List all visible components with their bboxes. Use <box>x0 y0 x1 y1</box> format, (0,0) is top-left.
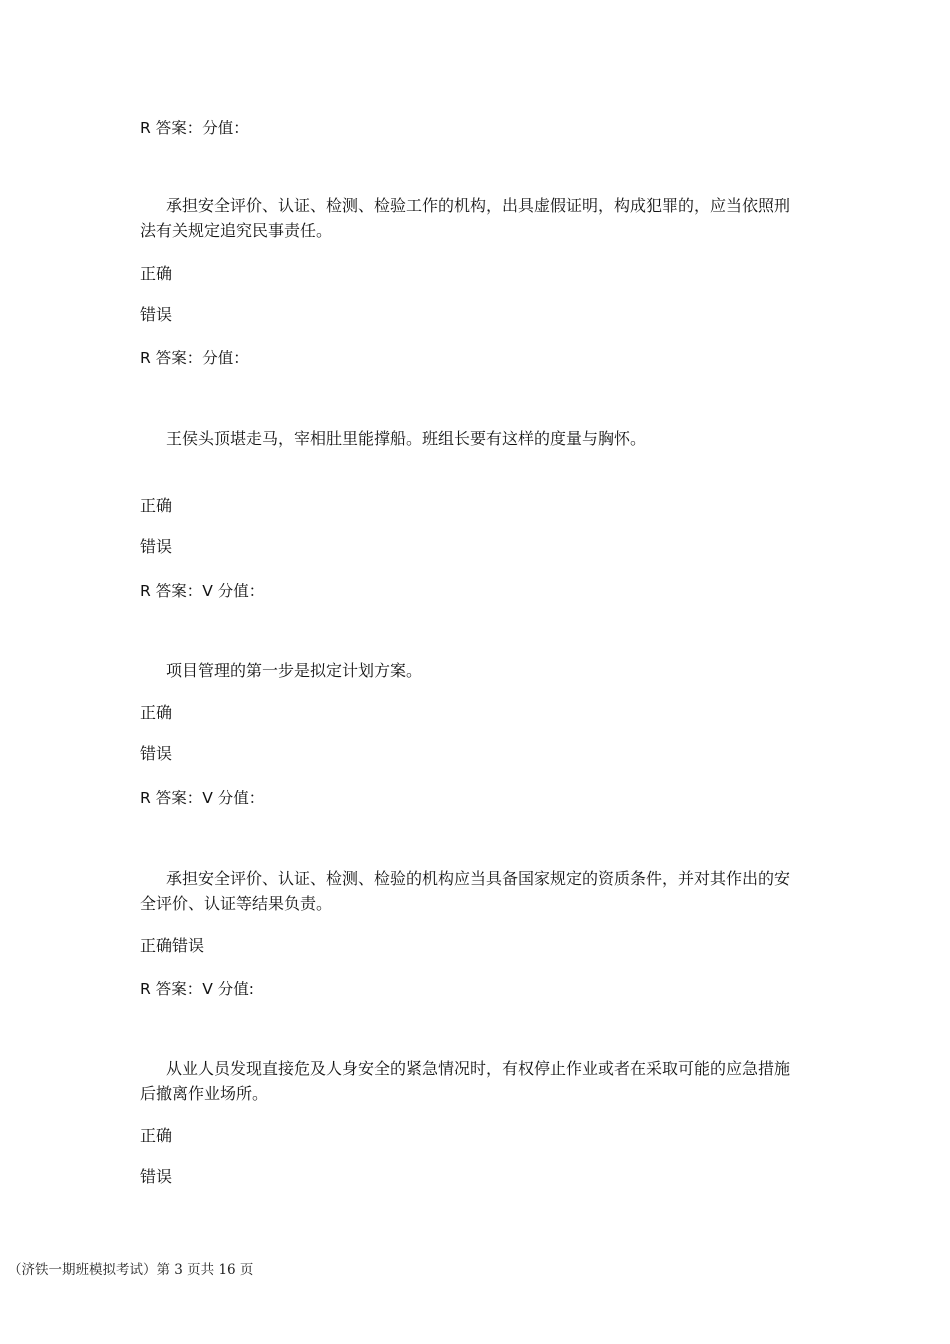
option-wrong[interactable]: 错误 <box>140 305 173 324</box>
question-text: 从业人员发现直接危及人身安全的紧急情况时，有权停止作业或者在采取可能的应急措施后撤离作业场所。 <box>140 1059 791 1103</box>
answer-line: R 答案：分值： <box>140 119 249 137</box>
question-text: 承担安全评价、认证、检测、检验工作的机构，出具虚假证明，构成犯罪的，应当依照刑法有关规定追究民事责任。 <box>140 196 791 240</box>
option-correct[interactable]: 正确 <box>140 1126 173 1145</box>
answer-line: R 答案：分值： <box>140 349 249 367</box>
page-footer: （济铁一期班模拟考试）第 3 页共 16 页 <box>8 1262 254 1278</box>
answer-line: R 答案：V 分值： <box>140 582 265 600</box>
option-wrong[interactable]: 错误 <box>140 537 173 556</box>
question-text: 承担安全评价、认证、检测、检验的机构应当具备国家规定的资质条件，并对其作出的安全评价、认证等结果负责。 <box>140 869 791 913</box>
answer-line: R 答案：V 分值： <box>140 789 265 807</box>
option-wrong[interactable]: 错误 <box>140 1167 173 1186</box>
option-correct[interactable]: 正确 <box>140 496 173 515</box>
question-text: 项目管理的第一步是拟定计划方案。 <box>166 661 423 680</box>
option-correct[interactable]: 正确 <box>140 264 173 283</box>
option-wrong[interactable]: 错误 <box>140 744 173 763</box>
answer-line: R 答案：V 分值: <box>140 980 254 998</box>
option-correct-wrong[interactable]: 正确错误 <box>140 936 205 955</box>
question-text: 王侯头顶堪走马，宰相肚里能撑船。班组长要有这样的度量与胸怀。 <box>166 429 647 448</box>
option-correct[interactable]: 正确 <box>140 703 173 722</box>
